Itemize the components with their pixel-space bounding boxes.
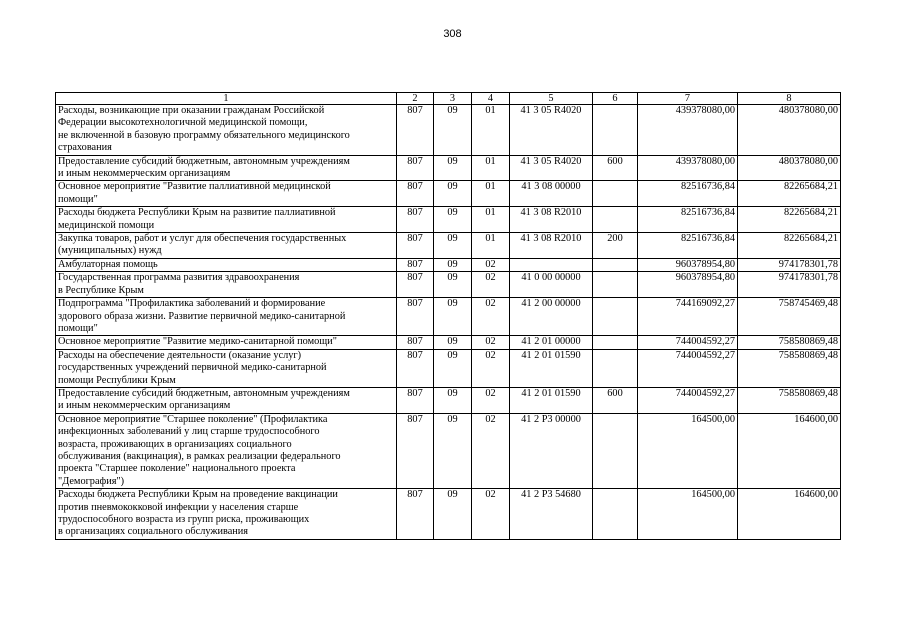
row-expense-type [593,336,638,349]
table-row [56,298,841,336]
row-target-code: 41 3 05 R4020 [510,155,593,181]
header-col-6: 6 [593,93,638,105]
row-expense-type [593,181,638,207]
table-row [56,155,841,181]
row-ministry-code: 807 [397,387,434,413]
row-section-code: 09 [434,387,472,413]
header-col-2: 2 [397,93,434,105]
row-subsection-code: 02 [472,272,510,298]
header-col-4: 4 [472,93,510,105]
row-expense-type: 600 [593,387,638,413]
row-amount-year-2: 974178301,78 [738,258,841,271]
header-col-3: 3 [434,93,472,105]
row-amount-year-2: 974178301,78 [738,272,841,298]
row-name: Предоставление субсидий бюджетным, автономным учреждениям и иным некоммерческим организациям [56,155,397,181]
row-amount-year-1: 960378954,80 [638,272,738,298]
row-ministry-code: 807 [397,489,434,540]
row-amount-year-2: 480378080,00 [738,155,841,181]
row-section-code: 09 [434,272,472,298]
row-amount-year-2: 82265684,21 [738,207,841,233]
row-section-code: 09 [434,349,472,387]
row-ministry-code: 807 [397,336,434,349]
row-ministry-code: 807 [397,413,434,488]
row-section-code: 09 [434,413,472,488]
table-row [56,336,841,349]
row-target-code: 41 0 00 00000 [510,272,593,298]
row-ministry-code: 807 [397,298,434,336]
row-amount-year-2: 480378080,00 [738,105,841,156]
row-ministry-code: 807 [397,272,434,298]
row-subsection-code: 02 [472,387,510,413]
row-expense-type [593,258,638,271]
table-row [56,181,841,207]
row-expense-type [593,489,638,540]
row-section-code: 09 [434,181,472,207]
row-expense-type [593,349,638,387]
row-target-code: 41 3 08 00000 [510,181,593,207]
row-ministry-code: 807 [397,207,434,233]
header-col-8: 8 [738,93,841,105]
header-col-5: 5 [510,93,593,105]
page-number: 308 [443,28,462,40]
row-amount-year-2: 164600,00 [738,413,841,488]
row-target-code: 41 3 08 R2010 [510,233,593,259]
header-col-1: 1 [56,93,397,105]
row-amount-year-1: 439378080,00 [638,105,738,156]
table-row [56,387,841,413]
row-name: Расходы, возникающие при оказании гражданам Российской Федерации высокотехнологичной медицинской помощи, не включенной в базовую программу обязательного медицинского страхования [56,105,397,156]
row-amount-year-1: 744004592,27 [638,387,738,413]
row-amount-year-2: 164600,00 [738,489,841,540]
table-row [56,233,841,259]
row-expense-type [593,272,638,298]
row-amount-year-1: 744004592,27 [638,336,738,349]
row-subsection-code: 01 [472,181,510,207]
table-row [56,105,841,156]
row-subsection-code: 02 [472,413,510,488]
row-expense-type [593,207,638,233]
row-subsection-code: 01 [472,155,510,181]
row-target-code: 41 2 01 01590 [510,387,593,413]
row-amount-year-1: 164500,00 [638,489,738,540]
row-ministry-code: 807 [397,155,434,181]
row-ministry-code: 807 [397,105,434,156]
row-name: Расходы бюджета Республики Крым на развитие паллиативной медицинской помощи [56,207,397,233]
row-section-code: 09 [434,298,472,336]
row-target-code: 41 2 00 00000 [510,298,593,336]
row-section-code: 09 [434,258,472,271]
table-row [56,272,841,298]
row-amount-year-2: 758580869,48 [738,336,841,349]
row-expense-type [593,298,638,336]
row-amount-year-1: 82516736,84 [638,207,738,233]
row-amount-year-2: 758745469,48 [738,298,841,336]
row-amount-year-2: 758580869,48 [738,349,841,387]
row-name: Основное мероприятие "Развитие паллиативной медицинской помощи" [56,181,397,207]
row-amount-year-2: 82265684,21 [738,181,841,207]
row-subsection-code: 01 [472,233,510,259]
table-row [56,207,841,233]
row-ministry-code: 807 [397,258,434,271]
row-expense-type [593,105,638,156]
table-row [56,489,841,540]
row-ministry-code: 807 [397,233,434,259]
row-section-code: 09 [434,233,472,259]
row-subsection-code: 02 [472,349,510,387]
row-ministry-code: 807 [397,181,434,207]
row-section-code: 09 [434,155,472,181]
row-name: Подпрограмма "Профилактика заболеваний и формирование здорового образа жизни. Развитие первичной медико-санитарной помощи" [56,298,397,336]
row-name: Расходы на обеспечение деятельности (оказание услуг) государственных учреждений первичной медико-санитарной помощи Республики Крым [56,349,397,387]
row-target-code [510,258,593,271]
row-target-code: 41 2 P3 54680 [510,489,593,540]
row-amount-year-1: 744004592,27 [638,349,738,387]
table-row [56,413,841,488]
row-amount-year-1: 82516736,84 [638,181,738,207]
row-subsection-code: 01 [472,105,510,156]
row-target-code: 41 2 01 00000 [510,336,593,349]
row-expense-type: 200 [593,233,638,259]
row-name: Государственная программа развития здравоохранения в Республике Крым [56,272,397,298]
row-section-code: 09 [434,105,472,156]
row-amount-year-1: 439378080,00 [638,155,738,181]
row-section-code: 09 [434,489,472,540]
row-subsection-code: 02 [472,258,510,271]
row-amount-year-2: 758580869,48 [738,387,841,413]
row-section-code: 09 [434,336,472,349]
row-name: Закупка товаров, работ и услуг для обеспечения государственных (муниципальных) нужд [56,233,397,259]
row-name: Основное мероприятие "Старшее поколение" (Профилактика инфекционных заболеваний у лиц старше трудоспособного возраста, проживающих в организациях социального обслуживания (вакцинация), в рамках реализации федерального проекта "Старшее поколение" национального проекта "Демография") [56,413,397,488]
header-col-7: 7 [638,93,738,105]
row-amount-year-2: 82265684,21 [738,233,841,259]
row-target-code: 41 2 01 01590 [510,349,593,387]
row-expense-type: 600 [593,155,638,181]
row-target-code: 41 3 08 R2010 [510,207,593,233]
row-target-code: 41 3 05 R4020 [510,105,593,156]
row-subsection-code: 02 [472,336,510,349]
budget-table [55,92,841,540]
row-name: Амбулаторная помощь [56,258,397,271]
row-ministry-code: 807 [397,349,434,387]
row-amount-year-1: 82516736,84 [638,233,738,259]
row-section-code: 09 [434,207,472,233]
table-body [56,105,841,540]
header-row [56,93,841,105]
row-subsection-code: 02 [472,489,510,540]
table-row [56,258,841,271]
row-target-code: 41 2 P3 00000 [510,413,593,488]
row-subsection-code: 01 [472,207,510,233]
row-name: Предоставление субсидий бюджетным, автономным учреждениям и иным некоммерческим организациям [56,387,397,413]
table-row [56,349,841,387]
row-amount-year-1: 960378954,80 [638,258,738,271]
row-expense-type [593,413,638,488]
row-amount-year-1: 744169092,27 [638,298,738,336]
row-name: Основное мероприятие "Развитие медико-санитарной помощи" [56,336,397,349]
row-subsection-code: 02 [472,298,510,336]
row-name: Расходы бюджета Республики Крым на проведение вакцинации против пневмококковой инфекции у населения старше трудоспособного возраста из групп риска, проживающих в организациях социального обслуживания [56,489,397,540]
row-amount-year-1: 164500,00 [638,413,738,488]
